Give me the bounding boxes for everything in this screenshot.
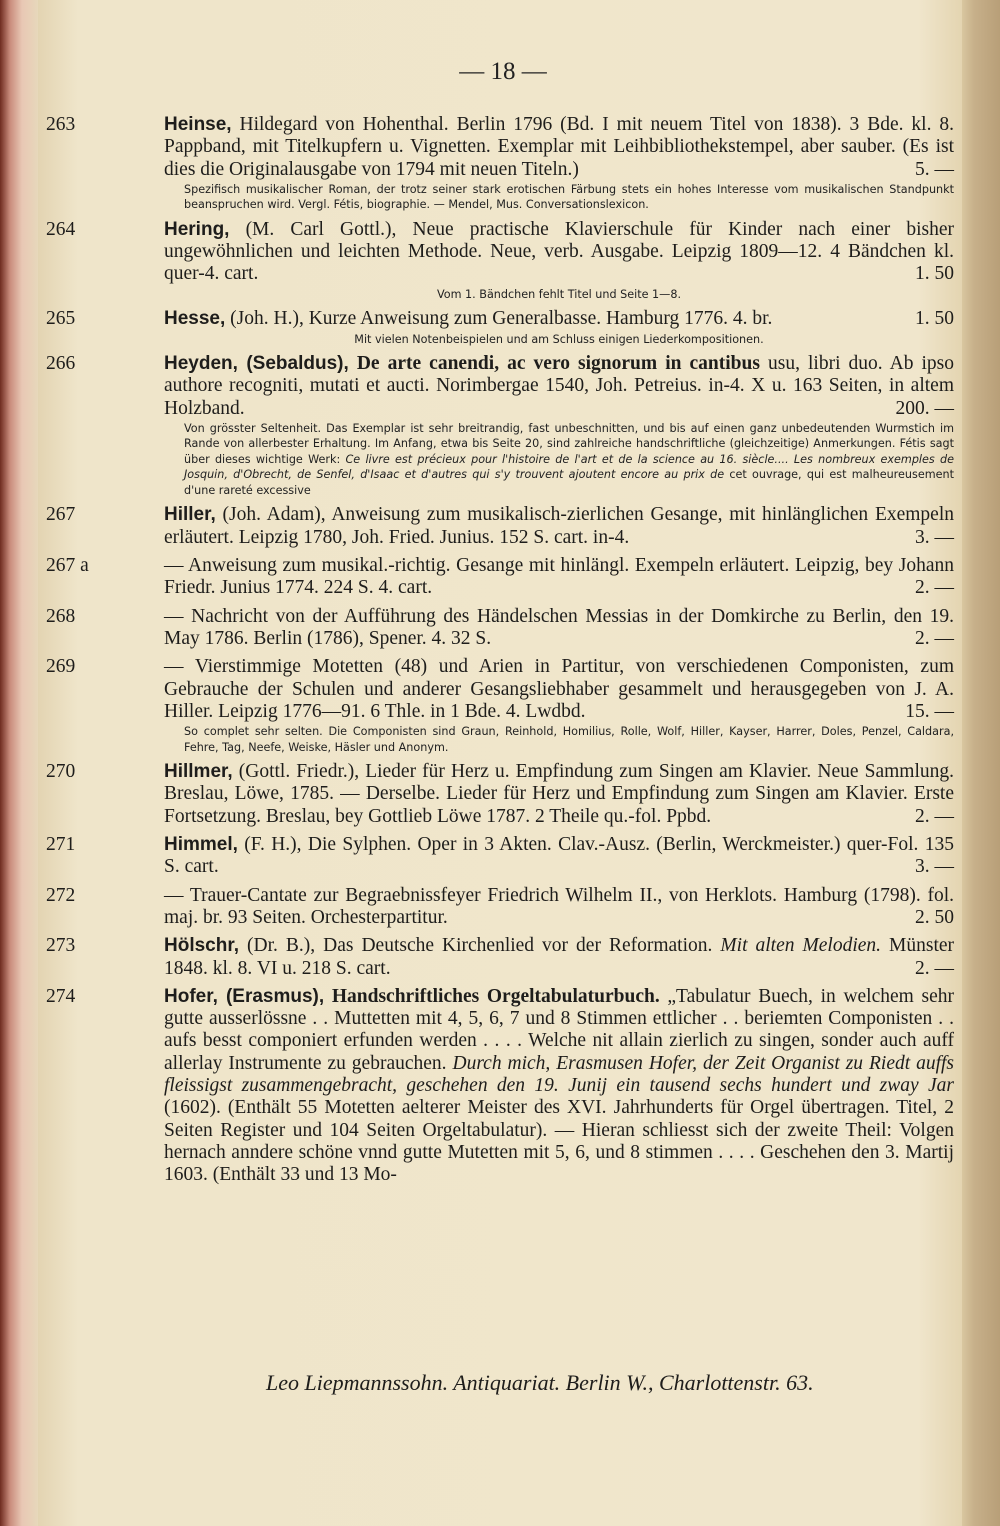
- entry-number: 264: [46, 218, 76, 240]
- entry-text-italic: Durch mich, Erasmusen Hofer, der Zeit Organist zu Riedt auffs fleissigst zusammengebracht, geschehen den 19. Junij ein tausend sechs hundert und zway Jar: [164, 1052, 954, 1096]
- entry-text: (M. Carl Gottl.), Neue practische Klavierschule für Kinder nach einer bisher ungewöhnlichen und leichten Methode. Neue, verb. Ausgabe. Leipzig 1809—12. 4 Bändchen kl. quer-4. cart.: [164, 218, 954, 285]
- price: 2. —: [915, 805, 954, 827]
- entry-text-italic: Mit alten Melodien.: [720, 935, 882, 957]
- entry-text: — Anweisung zum musikal.-richtig. Gesange mit hinlängl. Exempeln erläutert. Leipzig, bey Johann Friedr. Junius 1774. 224 S. 4. cart.: [164, 555, 954, 599]
- entry-number: 263: [46, 114, 76, 135]
- price: 200. —: [895, 397, 954, 419]
- entry-number: 274: [46, 985, 76, 1007]
- entry-number: 269: [46, 656, 76, 678]
- price: 3. —: [915, 856, 954, 878]
- entry-274: [46, 985, 955, 1187]
- entry-268: [46, 605, 954, 651]
- entry-263: [46, 114, 954, 213]
- publisher-footer: Leo Liepmannssohn. Antiquariat. Berlin W., Charlottenstr. 63.: [266, 1370, 814, 1395]
- entry-note: [164, 421, 954, 499]
- catalog-entries: [46, 114, 955, 1192]
- price: 3. —: [915, 526, 954, 548]
- binding-edge: [0, 0, 38, 1526]
- author-name: Hillmer,: [164, 761, 233, 783]
- note-text: Von grösster Seltenheit. Das Exemplar ist sehr breitrandig, fast unbeschnitten, und bis auf einen ganz unbedeutenden Wurmstich im Rande von allerbester Erhaltung. Im Anfang, etwa bis Seite 20, sind zahlreiche handschriftliche (gleichzeitige) Anmerkungen. Fétis sagt über dieses wichtige Werk:: [184, 421, 954, 466]
- entry-number: 268: [46, 605, 76, 627]
- author-name: Hiller,: [164, 504, 216, 526]
- entry-267: [46, 504, 954, 549]
- catalog-page: [38, 0, 968, 1526]
- entry-number: 267: [46, 504, 76, 526]
- entry-266: [46, 353, 954, 498]
- author-name: Hering,: [164, 218, 230, 240]
- entry-text: (F. H.), Die Sylphen. Oper in 3 Akten. Clav.-Ausz. (Berlin, Werckmeister.) quer-Fol. 135 S. cart.: [164, 834, 954, 878]
- entry-note: So complet sehr selten. Die Componisten sind Graun, Reinhold, Homilius, Rolle, Wolf, Hiller, Kayser, Harrer, Doles, Penzel, Caldara, Fehre, Tag, Neefe, Weiske, Häsler und Anonym.: [184, 725, 954, 754]
- price: 1. 50: [915, 308, 954, 330]
- entry-number: 271: [46, 834, 76, 856]
- entry-273: [46, 935, 955, 980]
- entry-text: — Vierstimmige Motetten (48) und Arien in Partitur, von verschiedenen Componisten, zum Gebrauche der Schulen und anderer Gesangsliebhaber gesammelt und herausgegeben von J. A. Hiller. Leipzig 1776—91. 6 Thle. in 1 Bde. 4. Lwdbd.: [164, 656, 954, 722]
- entry-number: 265: [46, 308, 76, 330]
- note-quote-end: cet ouvrage, qui est malheureusement d'une rareté excessive: [184, 468, 954, 497]
- entry-270: [46, 761, 954, 828]
- author-name: Hesse,: [164, 308, 226, 330]
- entry-text: (Joh. Adam), Anweisung zum musikalisch-zierlichen Gesange, mit hinlänglichen Exempeln erläutert. Leipzig 1780, Joh. Fried. Junius. 152 S. cart. in-4.: [164, 504, 954, 548]
- entry-text-after: (1602). (Enthält 55 Motetten aelterer Meister des XVI. Jahrhunderts für Orgel übertragen. Titel, 2 Seiten Register und 104 Seiten Orgeltabulatur). — Hieran schliesst sich der zweite Theil: Volgen hernach anndere schöne vnnd gutte Mutetten mit 5, 6, und 8 stimmen . . . . Geschehen den 3. Martij 1603. (Enthält 33 und 13 Mo-: [164, 1097, 954, 1186]
- entry-272: [46, 884, 954, 930]
- entry-number: 267 a: [46, 555, 89, 577]
- title-bold: Handschriftliches Orgeltabulaturbuch.: [331, 985, 660, 1007]
- price: 15. —: [905, 700, 954, 722]
- entry-text: — Nachricht von der Aufführung des Händelschen Messias in der Domkirche zu Berlin, den 19. May 1786. Berlin (1786), Spener. 4. 32 S.: [164, 605, 954, 649]
- entry-text: (Dr. B.), Das Deutsche Kirchenlied vor der Reformation.: [247, 935, 713, 957]
- entry-number: 270: [46, 761, 76, 783]
- page-number: — 18 —: [459, 58, 547, 85]
- author-name: Hölschr,: [164, 935, 239, 957]
- entry-271: [46, 834, 954, 879]
- entry-text: Hildegard von Hohenthal. Berlin 1796 (Bd. I mit neuem Titel von 1838). 3 Bde. kl. 8. Pappband, mit Titelkupfern u. Vignetten. Exemplar mit Leihbibliothekstempel, aber sauber. (Es ist dies die Originalausgabe von 1794 mit neuen Titeln.): [164, 114, 954, 180]
- entry-text: (Joh. H.), Kurze Anweisung zum Generalbasse. Hamburg 1776. 4. br.: [230, 308, 773, 330]
- entry-note: Spezifisch musikalischer Roman, der trotz seiner stark erotischen Färbung stets ein hohes Interesse vom musikalischen Standpunkt beanspruchen wird. Vergl. Fétis, biographie. — Mendel, Mus. Conversationslexicon.: [184, 182, 954, 212]
- price: 2. —: [915, 957, 954, 979]
- price: 2. —: [915, 627, 954, 649]
- next-page-edge: [962, 0, 1000, 1526]
- entry-264: [46, 218, 954, 302]
- author-name: Heinse,: [164, 114, 232, 135]
- price: 1. 50: [915, 263, 954, 285]
- author-name: Hofer, (Erasmus),: [164, 985, 325, 1007]
- entry-number: 266: [46, 353, 76, 375]
- title-bold: De arte canendi, ac vero signorum in cantibus: [356, 353, 760, 375]
- price: 2. 50: [915, 906, 954, 928]
- entry-text: usu, libri duo. Ab ipso authore recogniti, mutati et aucti. Norimbergae 1540, Joh. Petreius. in-4. X u. 163 Seiten, in altem Holzband.: [164, 353, 954, 419]
- entry-text-after: Münster 1848. kl. 8. VI u. 218 S. cart.: [164, 935, 955, 979]
- author-name: Himmel,: [164, 834, 238, 856]
- entry-text: — Trauer-Cantate zur Begraebnissfeyer Friedrich Wilhelm II., von Herklots. Hamburg (1798). fol. maj. br. 93 Seiten. Orchesterpartitur.: [164, 884, 954, 928]
- entry-number: 272: [46, 884, 76, 906]
- entry-note: Mit vielen Notenbeispielen und am Schluss einigen Liederkompositionen.: [354, 332, 764, 346]
- price: 5. —: [915, 158, 954, 180]
- entry-number: 273: [46, 935, 76, 957]
- note-quote: Ce livre est précieux pour l'histoire de l'art et de la science au 16. siècle.... Les nombreux exemples de Josquin, d'Obrecht, de Senfel, d'Isaac et d'autres qui s'y trouvent ajoutent encore au prix de: [184, 452, 954, 482]
- entry-text: „Tabulatur Buech, in welchem sehr gutte ausserlössne . . Muttetten mit 4, 5, 6, 7 und 8 Stimmen ettlicher . . beriemten Componisten . . aufs besst componiert erfunden werden . . . . Welche nit allain zierlich zu singen, sonder auch auff allerlay Instrumente zu gebrauchen.: [164, 985, 955, 1074]
- entry-note: Vom 1. Bändchen fehlt Titel und Seite 1—8.: [436, 287, 682, 301]
- entry-265: [46, 308, 954, 347]
- author-name: Heyden, (Sebaldus),: [164, 353, 349, 375]
- entry-269: [46, 656, 954, 755]
- entry-267a: [46, 555, 954, 600]
- price: 2. —: [915, 577, 954, 599]
- entry-text: (Gottl. Friedr.), Lieder für Herz u. Empfindung zum Singen am Klavier. Neue Sammlung. Breslau, Löwe, 1785. — Derselbe. Lieder für Herz und Empfindung zum Singen am Klavier. Erste Fortsetzung. Breslau, bey Gottlieb Löwe 1787. 2 Theile qu.-fol. Ppbd.: [164, 761, 954, 827]
